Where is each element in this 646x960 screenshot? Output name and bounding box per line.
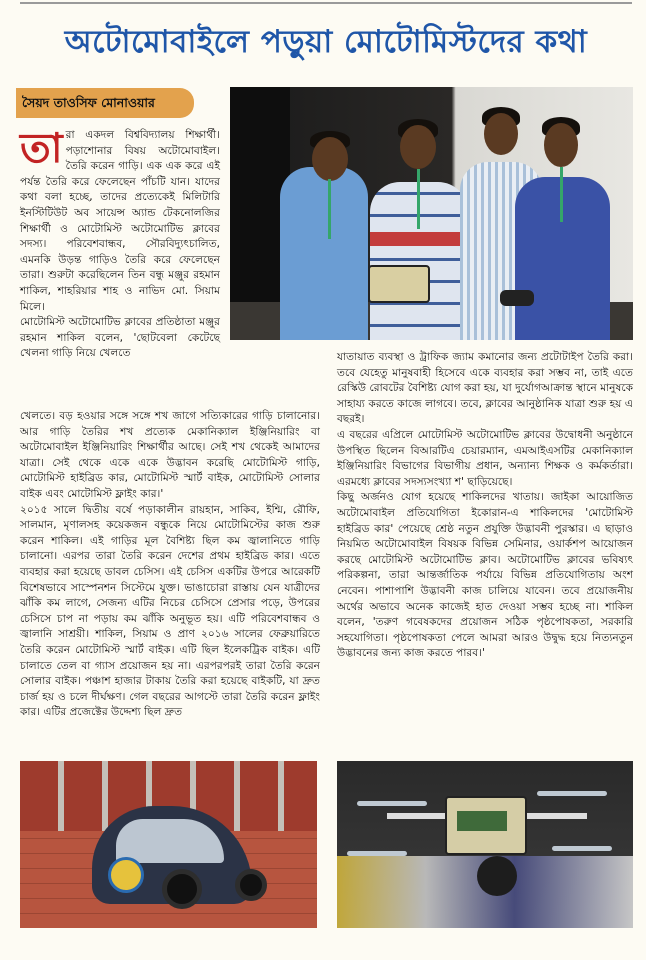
remote-controller — [500, 290, 534, 306]
article-column-wide — [20, 409, 320, 721]
dropcap: তা — [20, 124, 63, 172]
car-photo — [20, 761, 317, 928]
top-rule — [20, 2, 632, 4]
paragraph-founder-quote: মোটোমিস্ট অটোমোটিভ ক্লাবের প্রতিষ্ঠাতা মঞ্জুর রহমান শাকিল বলেন, 'ছোটবেলা কেটেছে খেলনা গাড়ি নিয়ে খেলতে — [20, 316, 220, 360]
person-figure — [280, 167, 368, 340]
article-column-right — [337, 350, 633, 662]
paragraph-intro: রা একদল বিশ্ববিদ্যালয় শিক্ষার্থী। পড়াশোনার বিষয় অটোমোবাইল। তৈরি করেন গাড়ি। এক এক করে এই পর্যন্ত তৈরি করে ফেলেছেন পাঁচটি যান। যাদের কথা বলা হচ্ছে, তাদের প্রত্যেকেই মিলিটারি ইনস্টিটিউট অব সায়েন্স অ্যান্ড টেকনোলজির শিক্ষার্থী ও মোটোমিস্ট অটোমোটিভ ক্লাবের সদস্য। পরিবেশবান্ধব, সৌরবিদ্যুৎচালিত, এমনকি উড়ন্ত গাড়িও তৈরি করে ফেলেছেন তারা। শুরুটা করেছিলেন তিন বন্ধু মঞ্জুর রহমান শাকিল, শাহরিয়ার শাহ ও নাভিদ মো. সিয়াম মিলে। — [20, 129, 220, 313]
car-logo — [108, 857, 144, 893]
model-vehicle — [368, 265, 430, 303]
paragraph-club-launch: এ বছরের এপ্রিলে মোটোমিস্ট অটোমোটিভ ক্লাবের উদ্বোধনী অনুষ্ঠানে উপস্থিত ছিলেন বিআরটিএ চেয়ারম্যান, এমআইএসটির মেকানিক্যাল ইঞ্জিনিয়ারিং বিভাগের বিভাগীয় প্রধান, অন্যান্য শিক্ষক ও কর্মকর্তারা। এরমধ্যে ক্লাবের সদস্যসংখ্যা শ' ছাড়িয়েছে। — [337, 428, 633, 488]
car-wheel — [235, 869, 267, 901]
paragraph-achievements: কিছু অর্জনও যোগ হয়েছে শাকিলদের খাতায়। জাইকা আয়োজিত অটোমোবাইল প্রতিযোগিতা ইকোরান-এ শাকিলদের 'মোটোমিস্ট হাইব্রিড কার' পেয়েছে শ্রেষ্ঠ নতুন প্রযুক্তি উদ্ভাবনী পুরস্কার। এ ছাড়াও নিয়মিত অটোমোবাইল বিষয়ক বিভিন্ন সেমিনার, ওয়ার্কশপ আয়োজন করছে মোটোমিস্ট অটোমোটিভ ক্লাব। অটোমোটিভ ক্লাবের ভবিষ্যৎ পরিকল্পনা, তারা আন্তর্জাতিক পর্যায়ে বিভিন্ন প্রতিযোগিতায় অংশ নেবেন। পাশাপাশি উদ্ভাবনী কাজ চালিয়ে যাবেন। তবে প্রয়োজনীয় অর্থের অভাবে অনেক কাজেই হাত দেওয়া সম্ভব হচ্ছে না। শাকিল বলেন, 'তরুণ গবেষকদের প্রয়োজন সঠিক পৃষ্ঠপোষকতা, সরকারি সহযোগিতা। পৃষ্ঠপোষকতা পেলে আমরা আরও উদ্বুদ্ধ হয়ে নিত্যনতুন উদ্ভাবনের জন্য কাজ করতে পারব।' — [337, 491, 633, 660]
paragraph-founder-quote-continued: খেলতে। বড় হওয়ার সঙ্গে সঙ্গে শখ জাগে সত্যিকারের গাড়ি চালানোর। আর গাড়ি তৈরির শখ প্রত্যেক মেকানিক্যাল ইঞ্জিনিয়ারিং বা অটোমোবাইল ইঞ্জিনিয়ারিং শিক্ষার্থীর আছে। সেই শখ থেকেই আমাদের যাত্রা। সেই থেকে একে একে উদ্ভাবন করেছি মোটোমিস্ট গাড়ি, মোটোমিস্ট হাইব্রিড কার, মোটোমিস্ট স্মার্ট বাইক, মোটোমিস্ট সোলার বাইক এবং মোটোমিস্ট ফ্লাইং কার।' — [20, 410, 320, 500]
propeller — [537, 791, 607, 796]
headline: অটোমোবাইলে পড়ুয়া মোটোমিস্টদের কথা — [64, 24, 588, 60]
article-column-left — [20, 124, 220, 362]
car-wheel — [162, 869, 202, 909]
propeller — [357, 801, 427, 806]
propeller — [552, 846, 612, 851]
paragraph-history: ২০১৫ সালে দ্বিতীয় বর্ষে পড়াকালীন রায়হান, সাকিব, ইশ্মি, রৌফি, সালমান, মৃণালসহ কয়েকজন বন্ধুকে নিয়ে মোটোমিস্টের কাজ শুরু করেন শাকিল। এই গাড়ির মূল বৈশিষ্ট্য ছিল কম জ্বালানিতে গাড়ি চালানো। এরপর তারা তৈরি করেন দেশের প্রথম হাইব্রিড কার। এতে ব্যবহার করা হয়েছে ডাবল চেসিস। এই চেসিস একটির উপরে আরেকটি বিশেষভাবে সাস্পেনশন সিস্টেমে যুক্ত। ভাঙাচোরা রাস্তায় যেন যাত্রীদের ঝাঁকি কম লাগে, সেজন্য এটির নিচের চেসিসে প্রেসার পড়ে, উপরের চেসিসে চাপ না পড়ায় কম ঝাঁকি অনুভূত হয়। এটি পরিবেশবান্ধব ও জ্বালানি সাশ্রয়ী। শাকিল, সিয়াম ও প্রাণ ২০১৬ সালের ফেব্রুয়ারিতে তৈরি করেন মোটোমিস্ট স্মার্ট বাইক। এটি ছিল ইলেকট্রিক বাইক। এটি চালাতে তেল বা গ্যাস প্রয়োজন হয় না। এরপরপরই তারা তৈরি করেন সোলার বাইক। পঞ্চাশ হাজার টাকায় তৈরি করা হয়েছে বাইকটি, যা দ্রুত চার্জ হয় ও চলে দীর্ঘক্ষণ। গেল বছরের আগস্টে তারা তৈরি করেন ফ্লাইং কার। এটির প্রজেক্টের উদ্দেশ্য ছিল দ্রুত — [20, 503, 320, 719]
drone-photo — [337, 761, 633, 928]
propeller — [347, 851, 407, 856]
team-photo — [230, 87, 633, 340]
paragraph-flying-car: যাতায়াত ব্যবস্থা ও ট্রাফিক জ্যাম কমানোর জন্য প্রটোটাইপ তৈরি করা। তবে যেহেতু মানুষবাহী হিসেবে একে ব্যবহার করা সম্ভব না, তাই এতে রেস্কিউ রোবটের বৈশিষ্ট্য যোগ করা হয়, যা দুর্যোগআক্রান্ত স্থানে মানুষকে সাহায্য করতে কাজে লাগবে। তবে, ক্লাবের আনুষ্ঠানিক যাত্রা শুরু হয় এ বছরই। — [337, 351, 633, 426]
byline: সৈয়দ তাওসিফ মোনাওয়ার — [16, 88, 194, 118]
